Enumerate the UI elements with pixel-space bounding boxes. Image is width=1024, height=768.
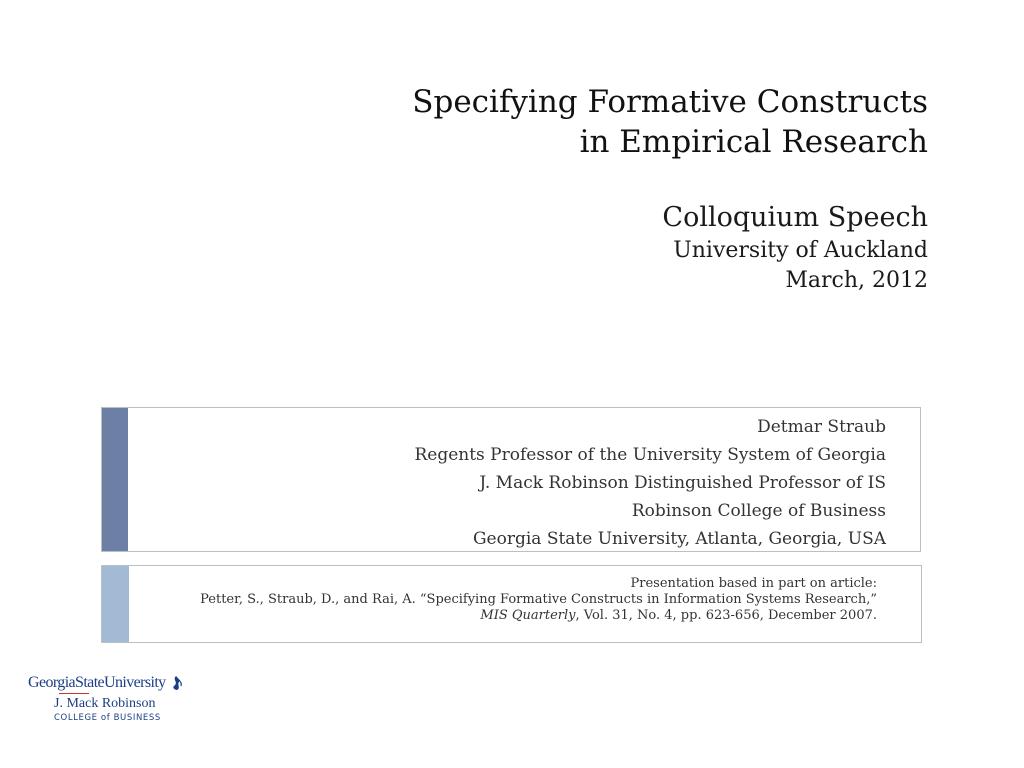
event-venue: University of Auckland [673,238,928,263]
speaker-title-2: J. Mack Robinson Distinguished Professor of IS [479,473,886,493]
speaker-university: Georgia State University, Atlanta, Georgia, USA [472,529,886,549]
citation-details: , Vol. 31, No. 4, pp. 623-656, December 2007. [575,608,877,623]
logo-university-name [28,674,198,692]
citation-info [200,576,877,624]
gsu-logo [28,674,198,726]
citation-journal-line [200,608,877,624]
logo-college: COLLEGE of BUSINESS [54,713,161,723]
logo-underline [59,693,89,694]
citation-intro: Presentation based in part on article: [630,576,877,591]
citation-authors-title: Petter, S., Straub, D., and Rai, A. “Specifying Formative Constructs in Information Systems Research,” [200,592,877,607]
title-line-1: Specifying Formative Constructs [412,84,928,120]
title-line-2: in Empirical Research [579,124,928,160]
flame-icon [169,675,183,691]
speaker-box-accent-bar [102,408,128,551]
citation-box-accent-bar [102,566,129,642]
speaker-box [101,407,921,552]
citation-box [101,565,922,643]
event-info [662,200,928,296]
speaker-title-1: Regents Professor of the University System of Georgia [414,445,886,465]
event-date: March, 2012 [785,268,928,293]
citation-journal: MIS Quarterly [480,608,576,623]
speaker-college: Robinson College of Business [631,501,886,521]
logo-school: J. Mack Robinson [54,696,156,711]
speaker-info [414,413,886,553]
logo-wordmark: GeorgiaStateUniversity [28,674,166,691]
event-name: Colloquium Speech [662,202,928,233]
speaker-name: Detmar Straub [757,417,886,437]
slide-title [412,82,928,162]
